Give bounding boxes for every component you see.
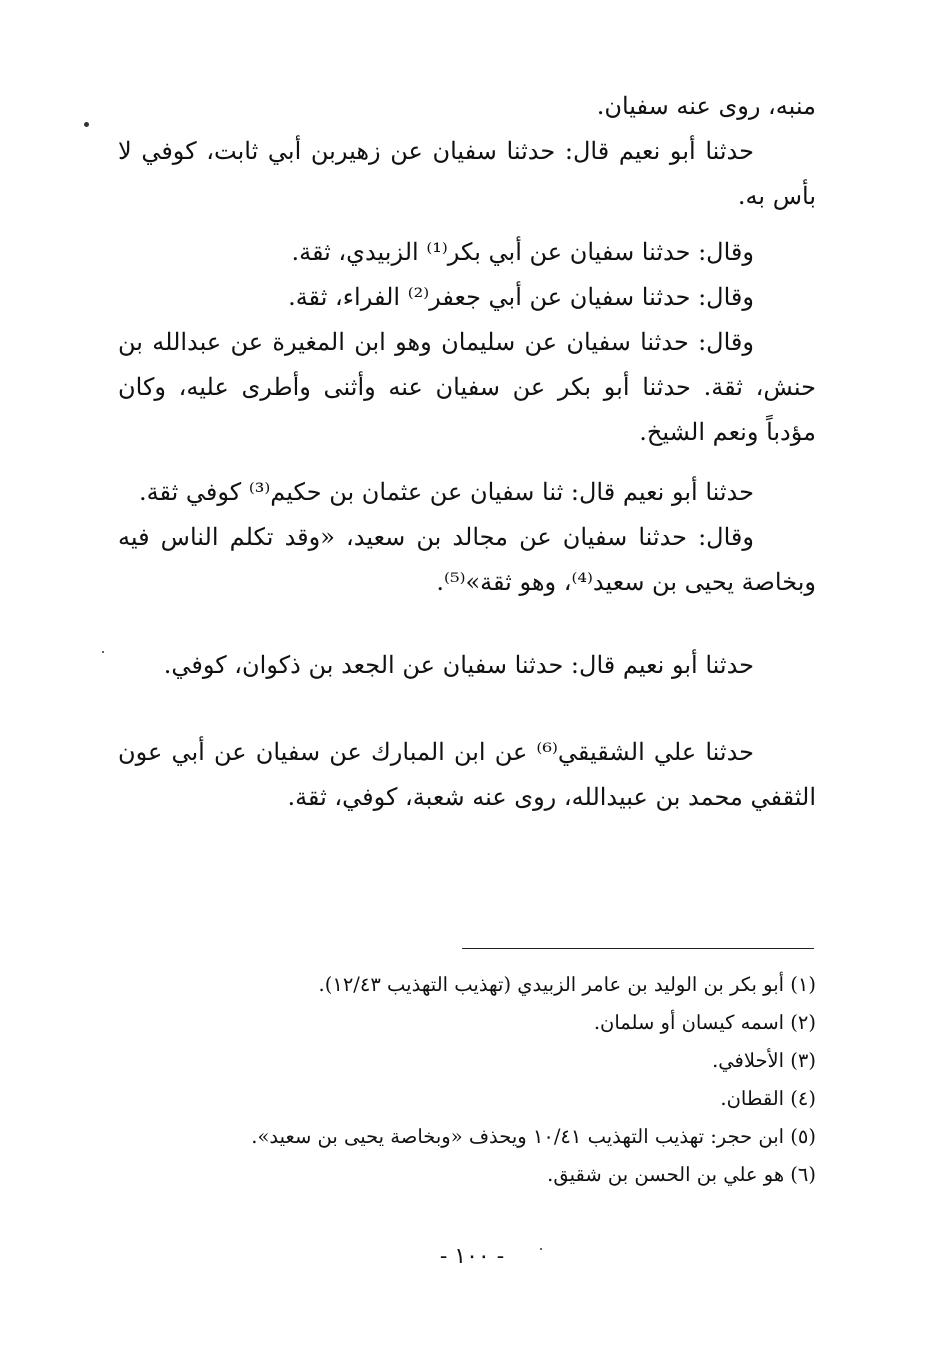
footnote: (١) أبو بكر بن الوليد بن عامر الزبيدي (تهذيب التهذيب ١٢/٤٣). xyxy=(318,973,816,996)
paragraph: حدثنا أبو نعيم قال: حدثنا سفيان عن الجعد بن ذكوان، كوفي. xyxy=(163,651,754,679)
paragraph: حدثنا أبو نعيم قال: حدثنا سفيان عن زهيربن أبي ثابت، كوفي لا بأس به. xyxy=(118,137,816,210)
footnote: (٢) اسمه كيسان أو سلمان. xyxy=(593,1011,816,1034)
page-number: - ١٠٠ - xyxy=(439,1244,505,1269)
paragraph: وقال: حدثنا سفيان عن أبي بكر⁽¹⁾ الزبيدي، ثقة. xyxy=(291,238,754,266)
scan-speck xyxy=(102,651,104,653)
footnote: (٦) هو علي بن الحسن بن شقيق. xyxy=(547,1163,816,1186)
text-section xyxy=(118,470,816,605)
scan-speck xyxy=(540,1248,542,1250)
footnote-separator xyxy=(462,948,814,949)
paragraph: وقال: حدثنا سفيان عن سليمان وهو ابن المغيرة عن عبدالله بن حنش، ثقة. حدثنا أبو بكر عن سفيان عنه وأثنى وأطرى عليه، وكان مؤدباً ونعم الشيخ. xyxy=(118,328,816,446)
paragraph: وقال: حدثنا سفيان عن أبي جعفر⁽²⁾ الفراء، ثقة. xyxy=(288,283,754,311)
footnote: (٥) ابن حجر: تهذيب التهذيب ١٠/٤١ ويحذف «وبخاصة يحيى بن سعيد». xyxy=(251,1125,816,1148)
paragraph: منبه، روى عنه سفيان. xyxy=(596,92,816,120)
paragraph: حدثنا علي الشقيقي⁽⁶⁾ عن ابن المبارك عن سفيان عن أبي عون الثقفي محمد بن عبيدالله، روى عنه شعبة، كوفي، ثقة. xyxy=(118,738,816,811)
text-section xyxy=(118,643,816,688)
text-section xyxy=(118,730,816,820)
text-section xyxy=(118,230,816,455)
footnotes xyxy=(118,966,816,1194)
footnote: (٤) القطان. xyxy=(720,1087,816,1110)
scan-speck xyxy=(84,122,89,127)
paragraph: وقال: حدثنا سفيان عن مجالد بن سعيد، «وقد تكلم الناس فيه وبخاصة يحيى بن سعيد⁽⁴⁾، وهو ثقة»⁽⁵⁾. xyxy=(118,523,816,596)
paragraph: حدثنا أبو نعيم قال: ثنا سفيان عن عثمان بن حكيم⁽³⁾ كوفي ثقة. xyxy=(138,478,754,506)
text-section xyxy=(118,84,816,219)
footnote: (٣) الأحلافي. xyxy=(712,1049,816,1072)
